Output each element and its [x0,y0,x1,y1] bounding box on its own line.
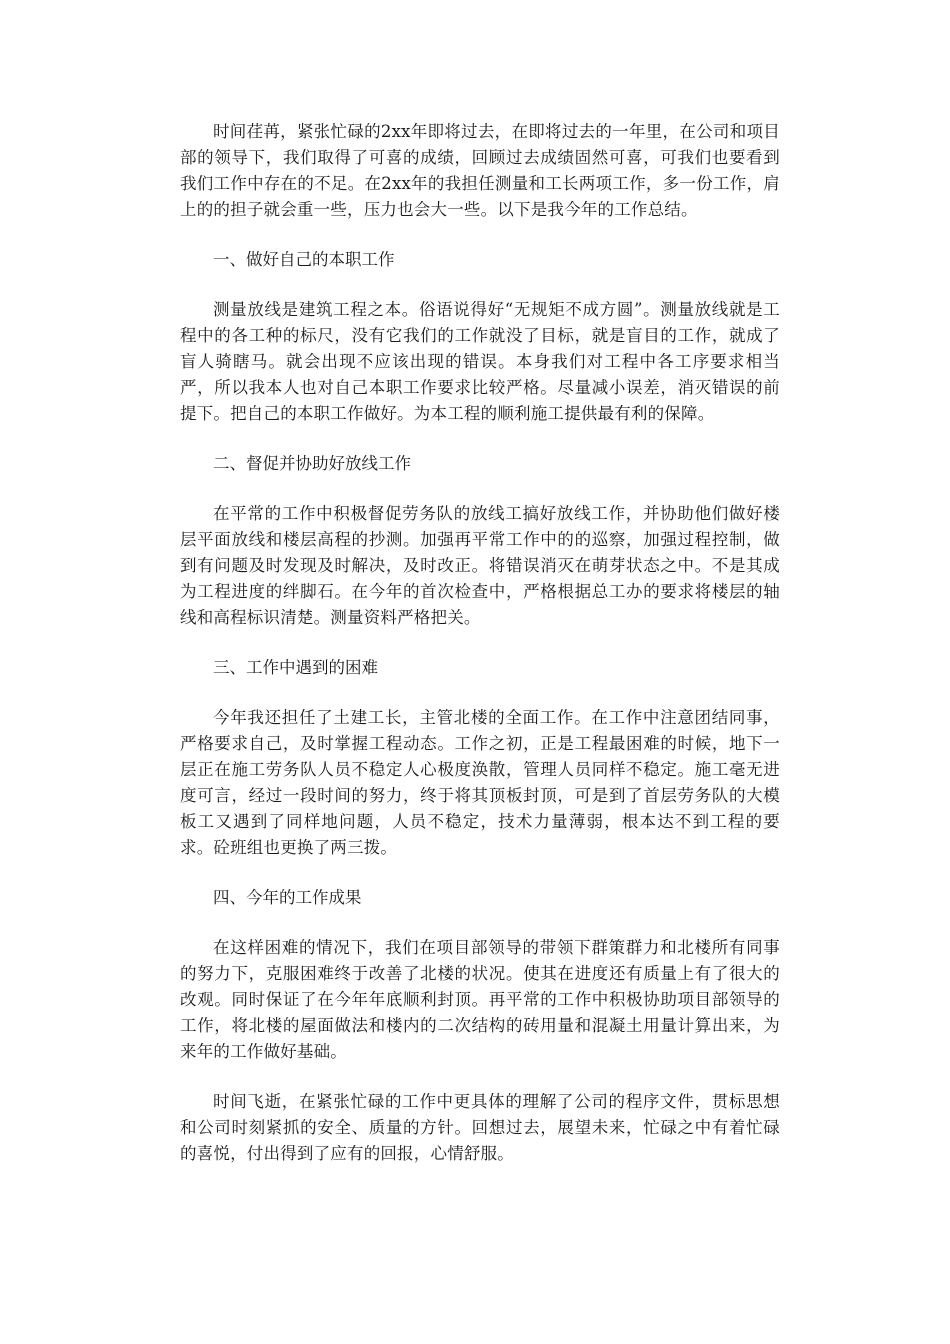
document-page [180,119,780,1167]
section-heading: 二、督促并协助好放线工作 [213,454,411,473]
section-heading: 四、今年的工作成果 [213,888,362,907]
intro-paragraph: 时间荏苒，紧张忙碌的2xx年即将过去，在即将过去的一年里，在公司和项目部的领导下，我们取得了可喜的成绩，回顾过去成绩固然可喜，可我们也要看到我们工作中存在的不足。在2xx年的我担任测量和工长两项工作，多一份工作，肩上的的担子就会重一些，压力也会大一些。以下是我今年的工作总结。 [180,122,780,219]
section-heading: 三、工作中遇到的困难 [213,658,378,677]
closing-paragraph: 时间飞逝，在紧张忙碌的工作中更具体的理解了公司的程序文件，贯标思想和公司时刻紧抓的安全、质量的方针。回想过去，展望未来，忙碌之中有着忙碌的喜悦，付出得到了应有的回报，心情舒服。 [180,1092,780,1163]
section-heading: 一、做好自己的本职工作 [213,250,395,269]
section-body: 在平常的工作中积极督促劳务队的放线工搞好放线工作，并协助他们做好楼层平面放线和楼层高程的抄测。加强再平常工作中的的巡察，加强过程控制，做到有问题及时发现及时解决，及时改正。将错误消灭在萌芽状态之中。不是其成为工程进度的绊脚石。在今年的首次检查中，严格根据总工办的要求将楼层的轴线和高程标识清楚。测量资料严格把关。 [180,504,780,627]
section-body: 在这样困难的情况下，我们在项目部领导的带领下群策群力和北楼所有同事的努力下，克服困难终于改善了北楼的状况。使其在进度还有质量上有了很大的改观。同时保证了在今年年底顺利封顶。再平常的工作中积极协助项目部领导的工作，将北楼的屋面做法和楼内的二次结构的砖用量和混凝土用量计算出来，为来年的工作做好基础。 [180,938,780,1061]
section-body: 测量放线是建筑工程之本。俗语说得好“无规矩不成方圆”。测量放线就是工程中的各工种的标尺，没有它我们的工作就没了目标，就是盲目的工作，就成了盲人骑瞎马。就会出现不应该出现的错误。本身我们对工程中各工序要求相当严，所以我本人也对自己本职工作要求比较严格。尽量减小误差，消灭错误的前提下。把自己的本职工作做好。为本工程的顺利施工提供最有利的保障。 [180,300,780,423]
section-body: 今年我还担任了土建工长，主管北楼的全面工作。在工作中注意团结同事，严格要求自己，及时掌握工程动态。工作之初，正是工程最困难的时候，地下一层正在施工劳务队人员不稳定人心极度涣散，管理人员同样不稳定。施工毫无进度可言，经过一段时间的努力，终于将其顶板封顶，可是到了首层劳务队的大模板工又遇到了同样地问题，人员不稳定，技术力量薄弱，根本达不到工程的要求。砼班组也更换了两三拨。 [180,708,780,857]
